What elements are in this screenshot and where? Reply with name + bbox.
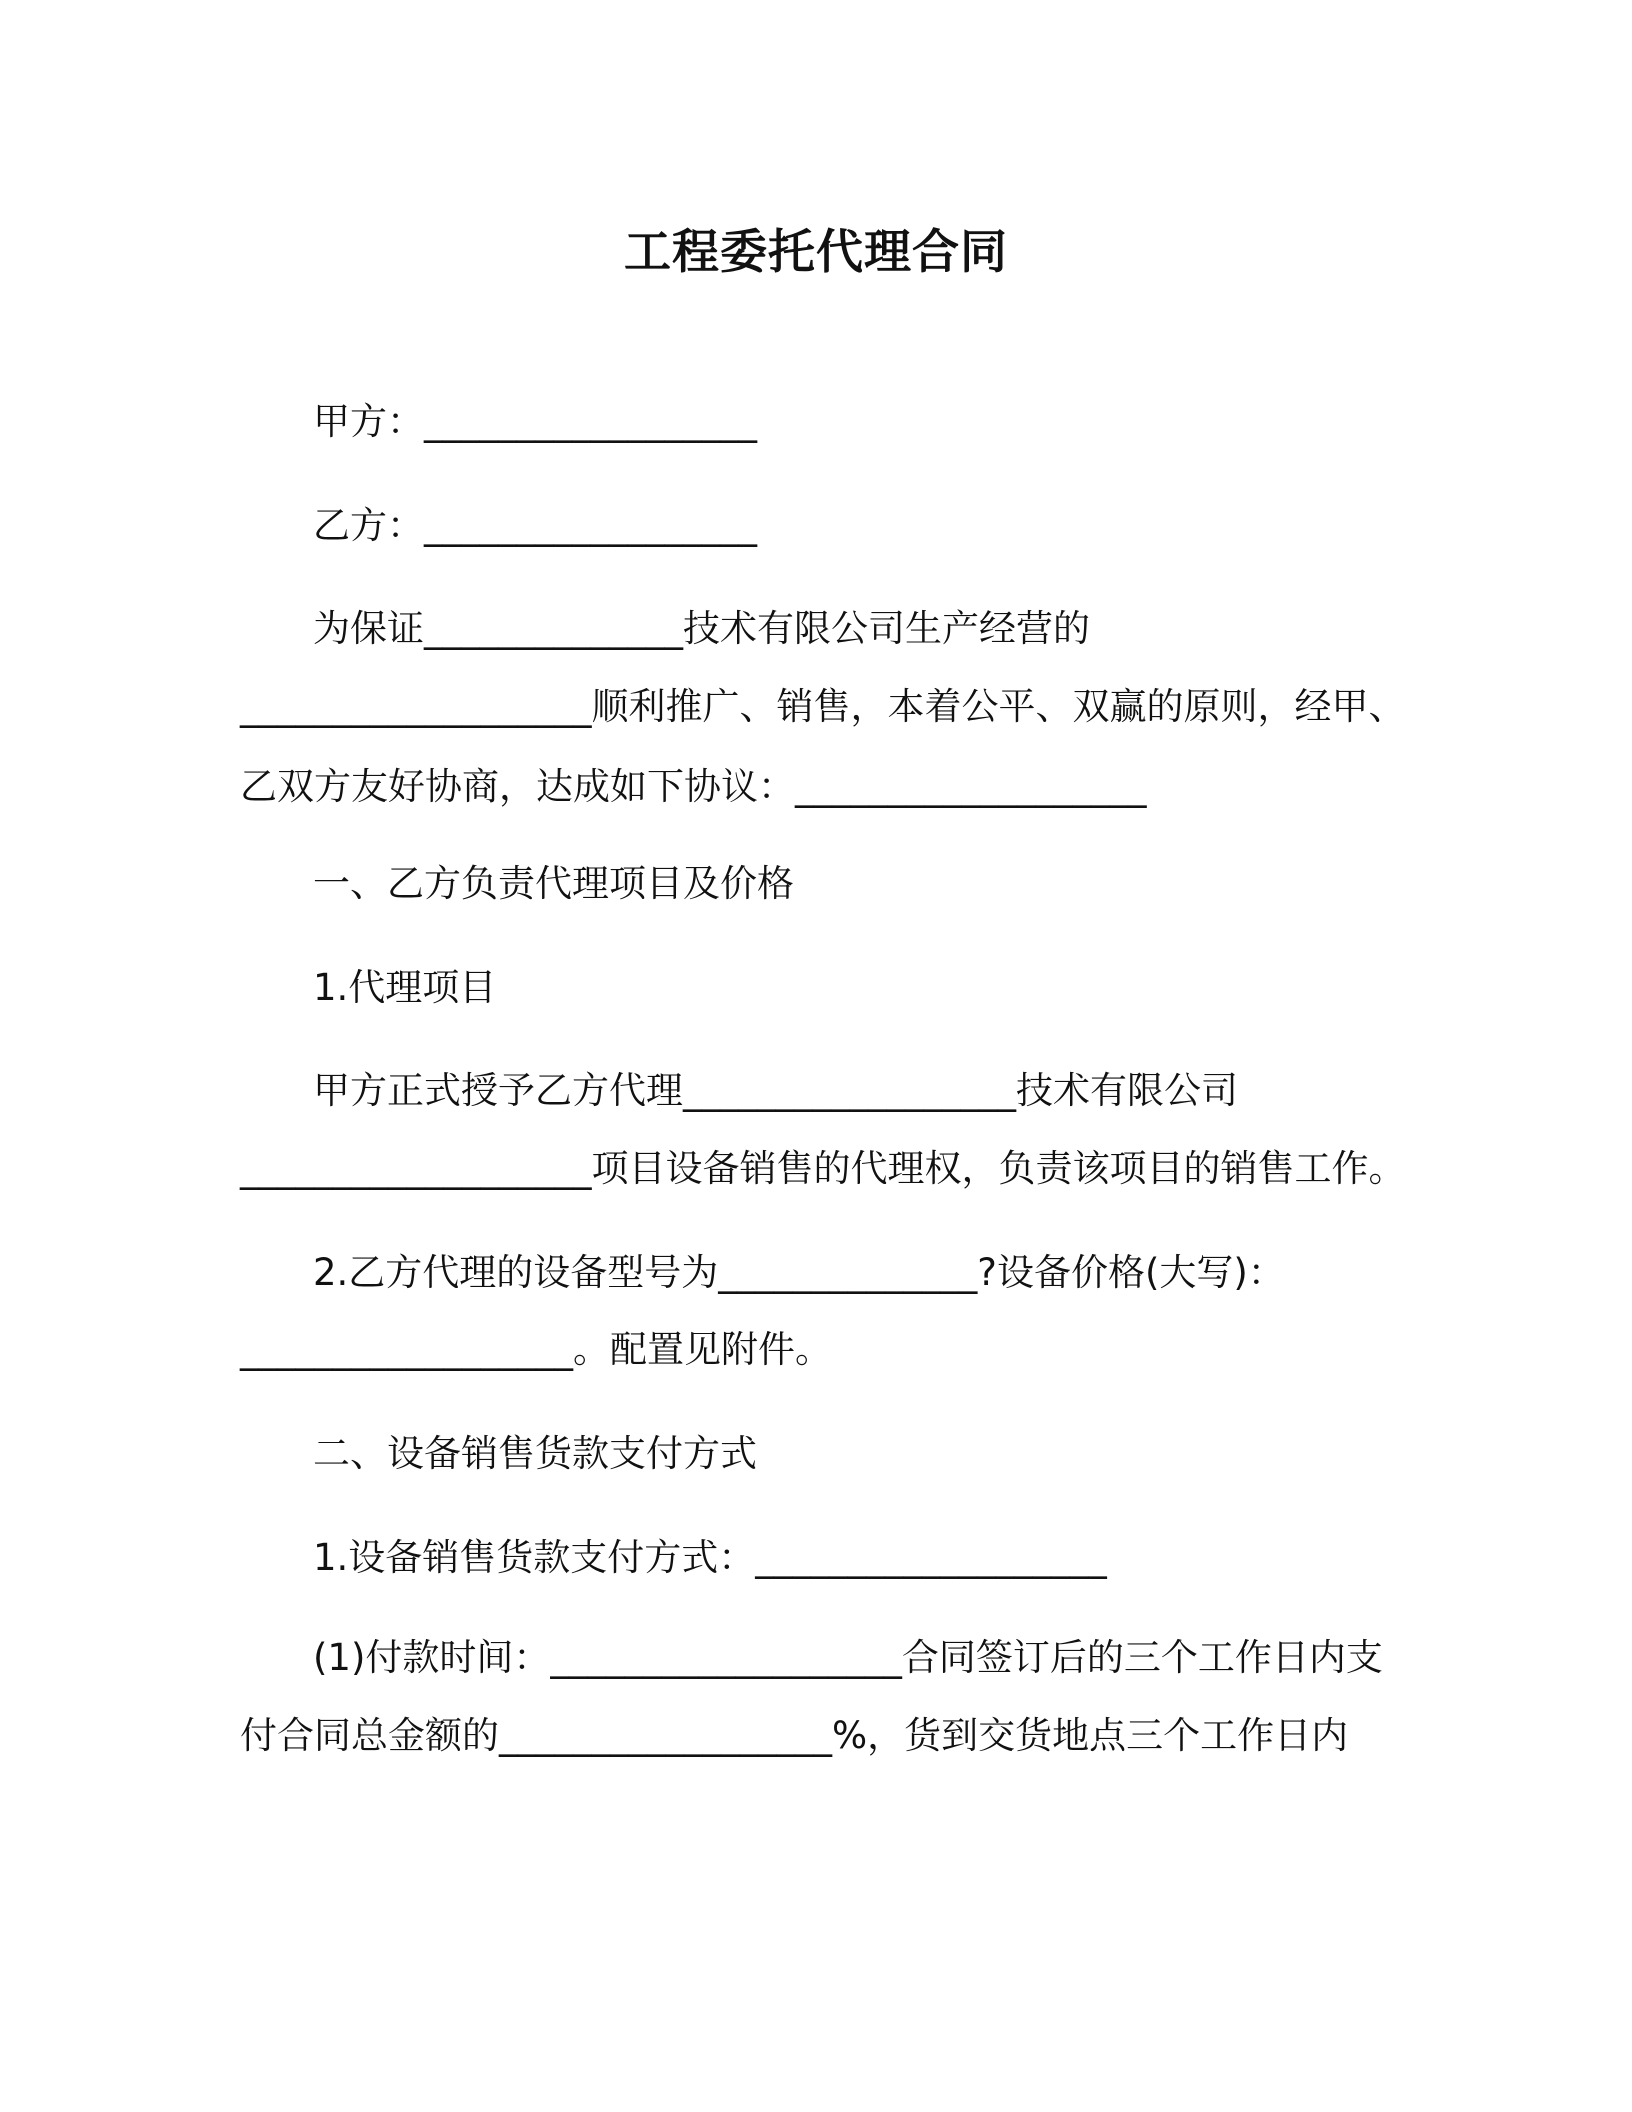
document-title: 工程委托代理合同	[624, 225, 1008, 280]
clause-1-2-line-1: 2.乙方代理的设备型号为______________?设备价格(大写)：	[313, 1251, 1285, 1294]
section-2-heading: 二、设备销售货款支付方式	[313, 1432, 757, 1475]
section-1-heading: 一、乙方负责代理项目及价格	[313, 862, 794, 905]
clause-2-1-line: 1.设备销售货款支付方式：___________________	[313, 1536, 1107, 1579]
party-a-line: 甲方：__________________	[313, 400, 757, 443]
clause-1-1-line-2: ___________________项目设备销售的代理权，负责该项目的销售工作。	[240, 1147, 1406, 1190]
clause-2-1-1-line-2: 付合同总金额的__________________%，货到交货地点三个工作日内	[240, 1714, 1349, 1757]
clause-1-1-heading: 1.代理项目	[313, 966, 497, 1009]
preamble-line-1: 为保证______________技术有限公司生产经营的	[313, 607, 1090, 650]
preamble-line-2: ___________________顺利推广、销售，本着公平、双赢的原则，经甲、	[240, 685, 1406, 728]
clause-1-1-line-1: 甲方正式授予乙方代理__________________技术有限公司	[313, 1069, 1238, 1112]
preamble-line-3: 乙双方友好协商，达成如下协议：___________________	[240, 765, 1147, 808]
party-b-line: 乙方：__________________	[313, 504, 757, 547]
clause-2-1-1-line-1: (1)付款时间：___________________合同签订后的三个工作日内支	[313, 1636, 1383, 1679]
clause-1-2-line-2: __________________。配置见附件。	[240, 1328, 832, 1371]
